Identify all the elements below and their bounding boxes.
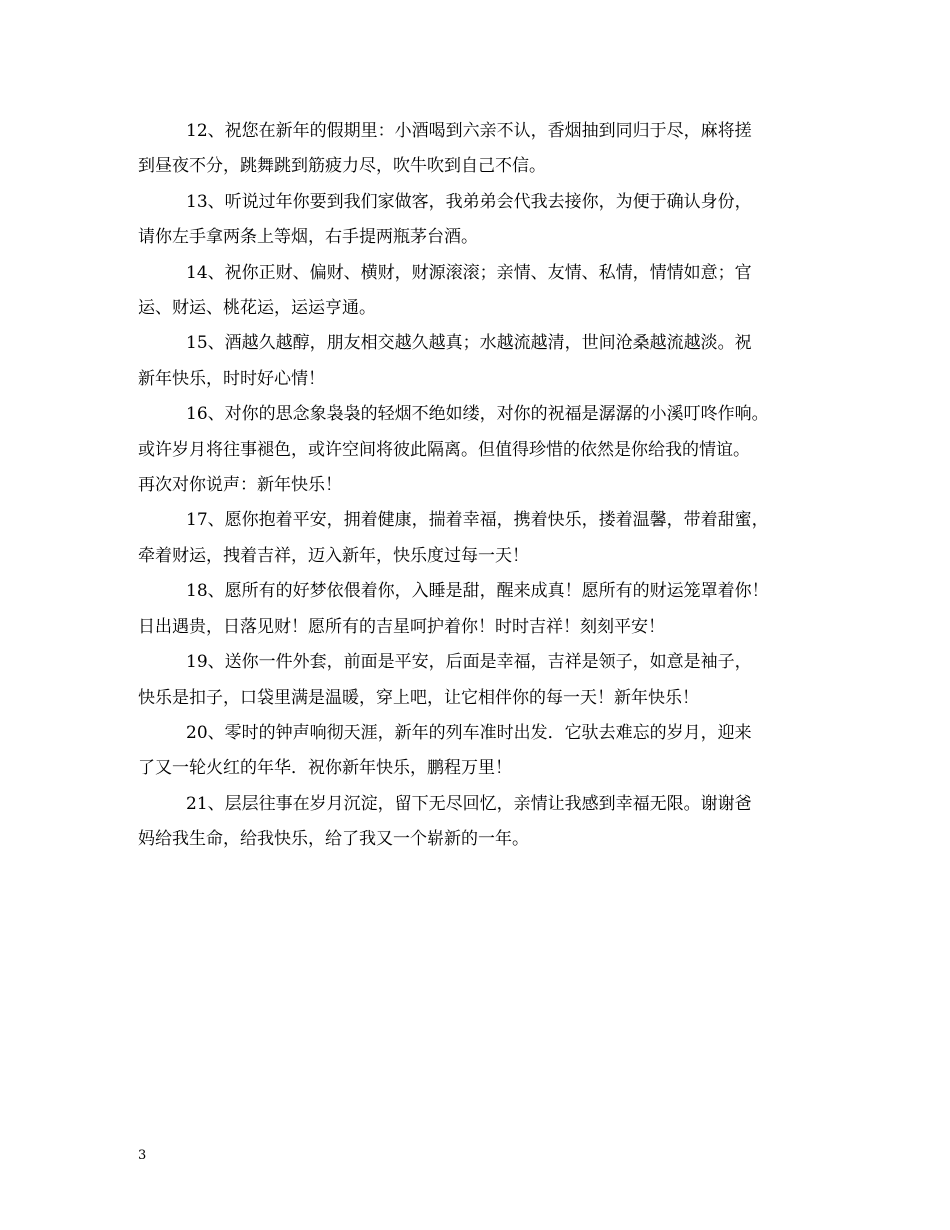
page-number: 3 — [138, 1148, 147, 1163]
paragraph-line: 18、愿所有的好梦依偎着你，入睡是甜，醒来成真！愿所有的财运笼罩着你！ — [186, 581, 769, 602]
paragraph-line: 运、财运、桃花运，运运亨通。 — [138, 298, 376, 319]
paragraph-line: 12、祝您在新年的假期里：小酒喝到六亲不认，香烟抽到同归于尽，麻将搓 — [186, 121, 752, 141]
paragraph-line: 快乐是扣子，口袋里满是温暖，穿上吧，让它相伴你的每一天！新年快乐！ — [138, 687, 699, 708]
paragraph-18 — [138, 574, 812, 645]
paragraph-line: 妈给我生命，给我快乐，给了我又一个崭新的一年。 — [138, 829, 529, 850]
paragraph-15 — [138, 326, 812, 397]
paragraph-21 — [138, 787, 812, 858]
paragraph-line: 13、听说过年你要到我们家做客，我弟弟会代我去接你，为便于确认身份， — [186, 191, 752, 212]
paragraph-line: 16、对你的思念象袅袅的轻烟不绝如缕，对你的祝福是潺潺的小溪叮咚作响。 — [186, 404, 769, 425]
paragraph-line: 14、祝你正财、偏财、横财，财源滚滚；亲情、友情、私情，情情如意；官 — [186, 262, 752, 283]
paragraph-line: 21、层层往事在岁月沉淀，留下无尽回忆，亲情让我感到幸福无限。谢谢爸 — [186, 793, 752, 814]
paragraph-13 — [138, 185, 812, 256]
paragraph-14 — [138, 256, 812, 327]
paragraph-line: 牵着财运，拽着吉祥，迈入新年，快乐度过每一天！ — [138, 545, 529, 566]
paragraph-line: 17、愿你抱着平安，拥着健康，揣着幸福，携着快乐，搂着温馨，带着甜蜜， — [186, 510, 769, 531]
paragraph-line: 了又一轮火红的年华．祝你新年快乐，鹏程万里！ — [138, 758, 512, 779]
paragraph-line: 15、酒越久越醇，朋友相交越久越真；水越流越清，世间沧桑越流越淡。祝 — [186, 333, 752, 354]
paragraph-17 — [138, 503, 812, 574]
paragraph-line: 新年快乐，时时好心情！ — [138, 368, 325, 389]
paragraph-16 — [138, 397, 812, 503]
paragraph-line: 日出遇贵，日落见财！愿所有的吉星呵护着你！时时吉祥！刻刻平安！ — [138, 616, 665, 637]
paragraph-line: 请你左手拿两条上等烟，右手提两瓶茅台酒。 — [138, 227, 478, 248]
paragraph-line: 或许岁月将往事褪色，或许空间将彼此隔离。但值得珍惜的依然是你给我的情谊。 — [138, 439, 750, 460]
paragraph-line: 19、送你一件外套，前面是平安，后面是幸福，吉祥是领子，如意是袖子， — [186, 652, 752, 673]
paragraph-19 — [138, 645, 812, 716]
document-body — [138, 114, 812, 858]
paragraph-12 — [138, 114, 812, 185]
paragraph-line: 20、零时的钟声响彻天涯，新年的列车准时出发．它驮去难忘的岁月，迎来 — [186, 722, 752, 743]
paragraph-line: 再次对你说声：新年快乐！ — [138, 475, 342, 496]
paragraph-20 — [138, 716, 812, 787]
paragraph-line: 到昼夜不分，跳舞跳到筋疲力尽，吹牛吹到自己不信。 — [138, 156, 546, 177]
